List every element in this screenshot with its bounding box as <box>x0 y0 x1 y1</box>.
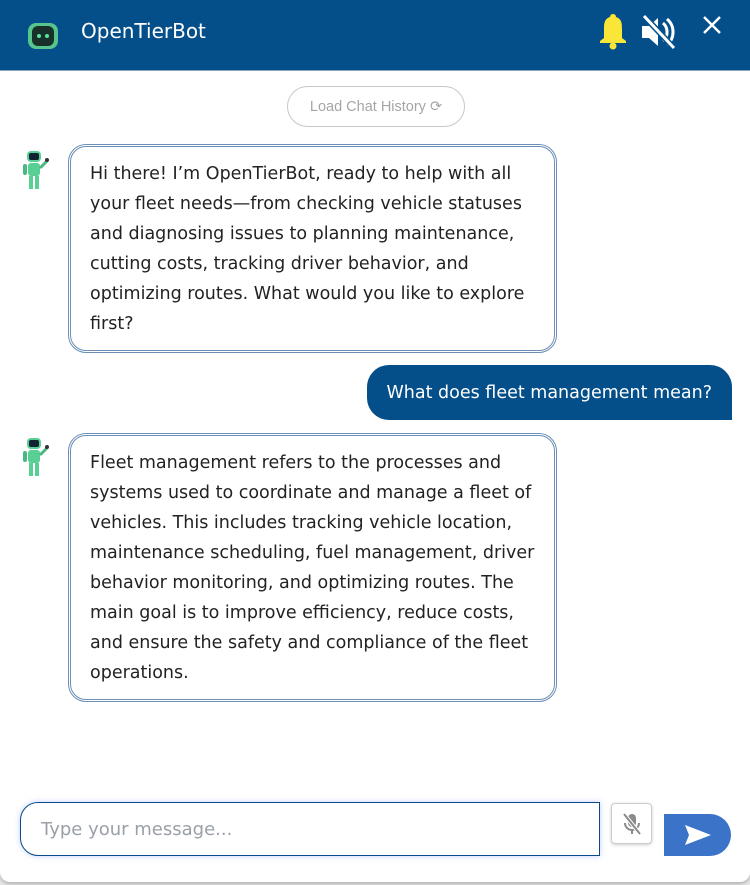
send-button[interactable] <box>664 814 731 856</box>
header <box>0 0 750 71</box>
speaker-muted-icon[interactable] <box>640 14 678 50</box>
load-chat-history-button[interactable]: Load Chat History ⟳ <box>287 86 465 127</box>
robot-logo-icon <box>28 23 58 49</box>
app-title: OpenTierBot <box>81 19 206 43</box>
bot-message: Hi there! I’m OpenTierBot, ready to help with all your fleet needs—from checking vehicle statuses and diagnosing issues to planning maintenance, cutting costs, tracking driver behavior, and optimizing routes. What would you like to explore first? <box>68 144 557 353</box>
message-input[interactable] <box>20 802 600 856</box>
bot-message: Fleet management refers to the processes and systems used to coordinate and manage a fleet of vehicles. This includes tracking vehicle location, maintenance scheduling, fuel management, driver behavior monitoring, and optimizing routes. The main goal is to improve efficiency, reduce costs, and ensure the safety and compliance of the fleet operations. <box>68 433 557 702</box>
bot-avatar-icon <box>22 150 50 192</box>
send-icon <box>684 824 712 846</box>
bot-avatar-icon <box>22 437 50 479</box>
bell-icon[interactable] <box>596 12 630 50</box>
close-icon[interactable] <box>701 14 723 36</box>
mic-button[interactable] <box>611 803 652 844</box>
mic-muted-icon <box>622 812 642 836</box>
user-message: What does fleet management mean? <box>367 365 733 420</box>
